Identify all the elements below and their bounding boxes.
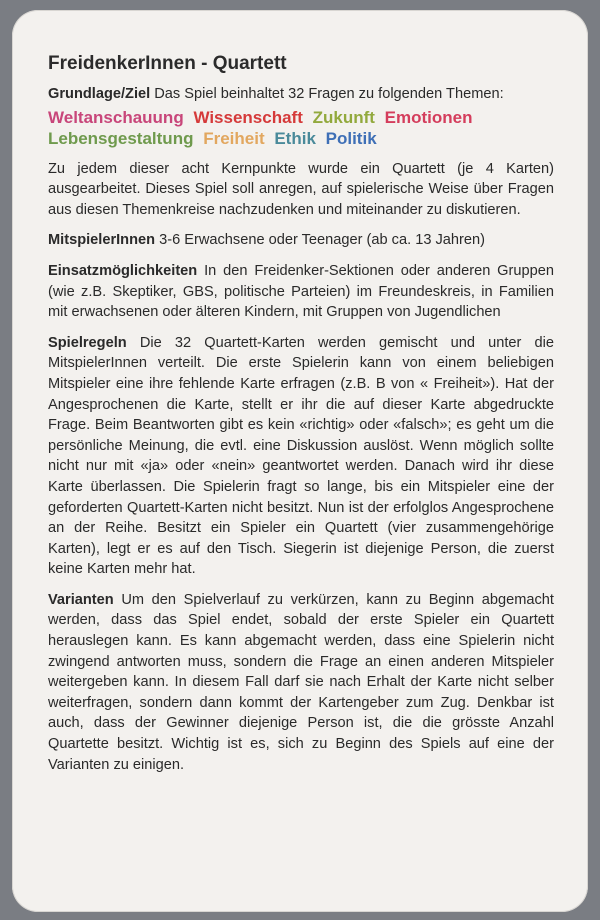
section-label: MitspielerInnen — [48, 232, 156, 249]
section-label: Einsatzmöglichkeiten — [48, 262, 198, 279]
theme-label: Weltanschauung — [48, 107, 184, 127]
section-text: In den Freidenker-Sektionen oder anderen Gruppen (wie z.B. Skeptiker, GBS, politische Parteien) im Freundeskreis, in Familien mit erwachsenen oder älteren Kindern, mit Gruppen von Jugendlichen — [48, 262, 554, 321]
theme-label: Freiheit — [203, 128, 265, 148]
theme-label: Zukunft — [312, 107, 375, 127]
intro-paragraph — [48, 84, 554, 105]
theme-label: Lebensgestaltung — [48, 128, 194, 148]
card-title: FreidenkerInnen - Quartett — [48, 53, 287, 74]
section-label: Varianten — [48, 591, 114, 608]
section-spielregeln — [48, 333, 554, 580]
theme-label: Wissenschaft — [193, 107, 303, 127]
card-content — [48, 52, 554, 785]
section-text: Um den Spielverlauf zu verkürzen, kann zu Beginn abgemacht werden, dass das Spiel endet, sobald der erste Spieler ein Quartett herauslegen kann. Es kann abgemacht werden, dass eine Spielerin nicht zwingend antworten muss, sondern die Frage an einen anderen Mitspieler weitergeben kann. In diesem Fall darf sie nach Erhalt der Karte nicht selber weiterfragen, sondern dann kommt der Kartengeber zum Zug. Denkbar ist auch, dass der Gewinner diejenige Person ist, die die grösste Anzahl Quartette besitzt. Wichtig ist es, sich zu Beginn des Spiels auf eine der Varianten zu einigen. — [48, 591, 554, 773]
section-mitspieler — [48, 230, 554, 251]
intro-text: Das Spiel beinhaltet 32 Fragen zu folgenden Themen: — [154, 86, 504, 102]
section-text: Die 32 Quartett-Karten werden gemischt und unter die MitspielerInnen verteilt. Die erste Spielerin kann von einem beliebigen Mitspieler eine ihre fehlende Karte erfragen (z.B. B von « Freiheit»). Hat der Angesprochenen die Karte, stellt er ihr die auf dieser Karte abgedruckte Frage. Beim Beantworten gibt es kein «richtig» oder «falsch»; es geht um die persönliche Meinung, die evtl. eine Diskussion auslöst. Wenn möglich sollte nicht nur mit «ja» oder «nein» geantwortet werden. Danach wird ihr diese Karte überlassen. Die Spielerin fragt so lange, bis ein Mitspieler eine der geforderten Quartett-Karten nicht besitzt. Nun ist der erfolglos Angesprochene an der Reihe. Besitzt ein Spieler ein Quartett (vier zusammengehörige Karten), legt er es auf den Tisch. Siegerin ist diejenige Person, die zuerst keine Karten mehr hat. — [48, 334, 554, 578]
section-varianten — [48, 590, 554, 775]
theme-list — [48, 107, 554, 149]
section-einsatz — [48, 261, 554, 323]
section-label: Spielregeln — [48, 334, 127, 351]
theme-label: Emotionen — [384, 107, 473, 127]
theme-label: Ethik — [274, 128, 316, 148]
intro-label: Grundlage/Ziel — [48, 86, 151, 102]
rules-card — [12, 10, 588, 912]
section-text: 3-6 Erwachsene oder Teenager (ab ca. 13 Jahren) — [159, 232, 485, 249]
description-paragraph: Zu jedem dieser acht Kernpunkte wurde ein Quartett (je 4 Karten) ausgearbeitet. Dieses Spiel soll anregen, auf spielerische Weise über Fragen aus diesen Themenkreise nachzudenken und miteinander zu diskutieren. — [48, 160, 554, 218]
theme-label: Politik — [325, 128, 377, 148]
